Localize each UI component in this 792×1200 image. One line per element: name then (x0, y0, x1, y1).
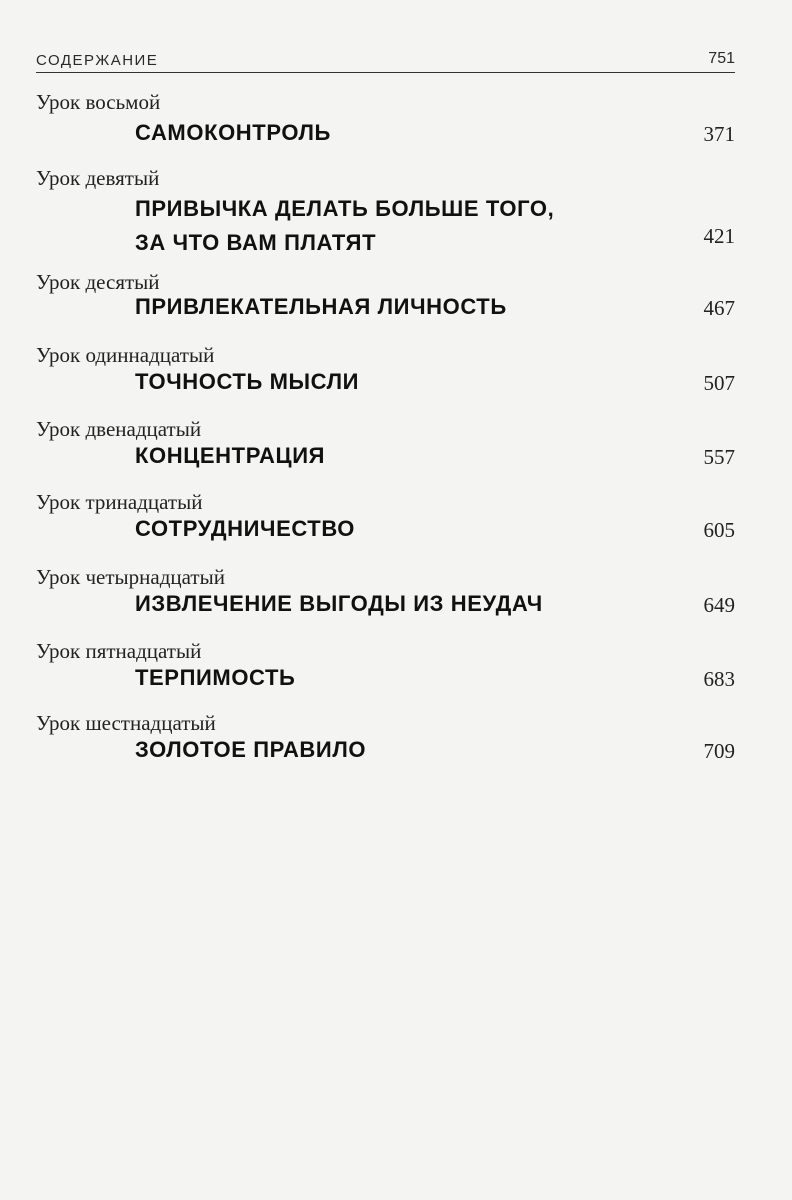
lesson-label: Урок двенадцатый (36, 417, 202, 441)
lesson-label: Урок тринадцатый (36, 490, 203, 514)
lesson-title: ТЕРПИМОСТЬ (135, 665, 296, 690)
lesson-page-number: 683 (703, 667, 735, 691)
lesson-title-line-2: ЗА ЧТО ВАМ ПЛАТЯТ (135, 230, 377, 255)
lesson-page-number: 557 (703, 445, 735, 469)
page-number: 751 (708, 50, 735, 67)
lesson-label: Урок восьмой (36, 90, 161, 114)
lesson-title: КОНЦЕНТРАЦИЯ (135, 443, 326, 468)
lesson-page-number: 507 (703, 371, 735, 395)
lesson-title: ИЗВЛЕЧЕНИЕ ВЫГОДЫ ИЗ НЕУДАЧ (135, 591, 543, 616)
section-header: СОДЕРЖАНИЕ (36, 52, 159, 69)
lesson-page-number: 421 (703, 224, 735, 248)
lesson-title: САМОКОНТРОЛЬ (135, 120, 331, 145)
lesson-page-number: 467 (703, 296, 735, 320)
lesson-title-line-1: ПРИВЫЧКА ДЕЛАТЬ БОЛЬШЕ ТОГО, (135, 196, 555, 221)
lesson-title: ТОЧНОСТЬ МЫСЛИ (135, 369, 360, 394)
lesson-title: ПРИВЛЕКАТЕЛЬНАЯ ЛИЧНОСТЬ (135, 294, 507, 319)
lesson-page-number: 709 (703, 739, 735, 763)
lesson-page-number: 649 (703, 593, 735, 617)
lesson-label: Урок пятнадцатый (36, 639, 202, 663)
lesson-title: СОТРУДНИЧЕСТВО (135, 516, 355, 541)
lesson-page-number: 605 (703, 518, 735, 542)
lesson-label: Урок девятый (36, 166, 160, 190)
lesson-label: Урок четырнадцатый (36, 565, 225, 589)
lesson-label: Урок одиннадцатый (36, 343, 215, 367)
lesson-label: Урок шестнадцатый (36, 711, 216, 735)
header-divider (36, 72, 735, 73)
lesson-page-number: 371 (703, 122, 735, 146)
lesson-title: ЗОЛОТОЕ ПРАВИЛО (135, 737, 367, 762)
lesson-label: Урок десятый (36, 270, 160, 294)
